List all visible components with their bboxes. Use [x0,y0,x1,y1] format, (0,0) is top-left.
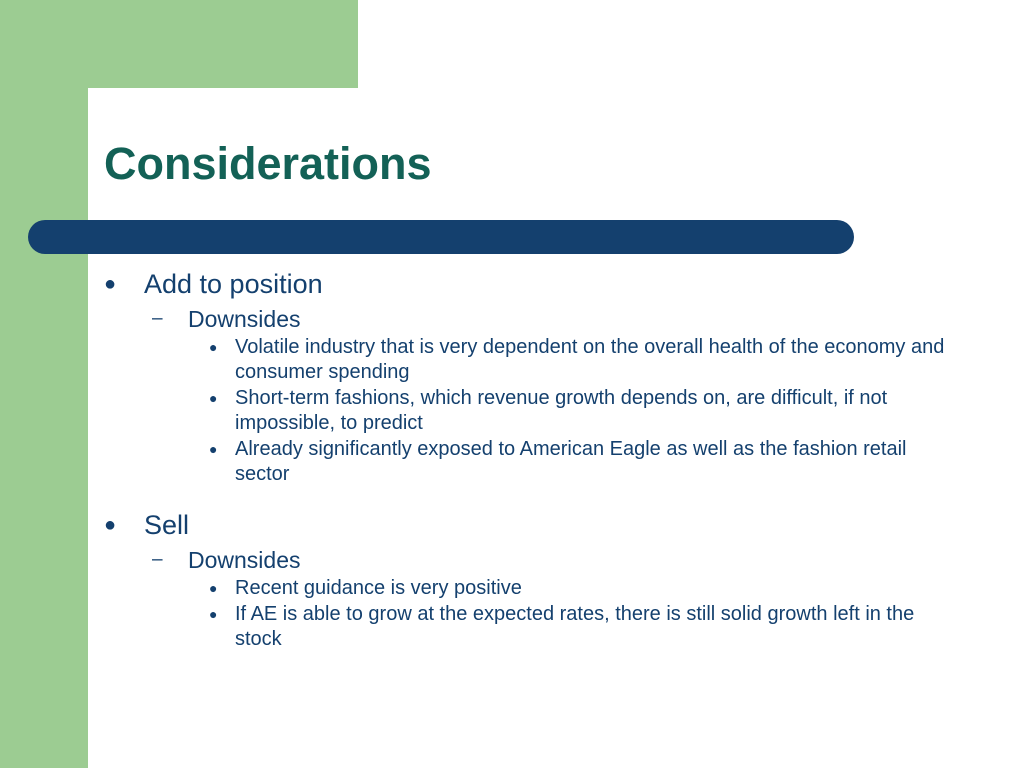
bullet-dot-icon: ● [209,441,218,457]
bullet-level3-text: If AE is able to grow at the expected rates, there is still solid growth left in the stock [235,603,915,650]
bullet-level3 [209,576,984,601]
bullet-level1 [104,509,984,542]
bullet-dash-icon: – [152,308,163,329]
bullet-level3-text: Recent guidance is very positive [235,577,522,599]
bullet-level2-text: Downsides [188,547,301,573]
bullet-level3 [209,602,984,652]
bullet-level1 [104,268,984,301]
slide-body [104,264,984,652]
bullet-dot-icon: ● [104,273,117,295]
bullet-dot-icon: ● [209,606,218,622]
bullet-level1-text: Add to position [144,269,323,299]
bullet-level2 [152,304,984,334]
bullet-dot-icon: ● [209,390,218,406]
bullet-dot-icon: ● [104,514,117,536]
bullet-level2 [152,545,984,575]
bullet-level3-text: Already significantly exposed to American Eagle as well as the fashion retail sector [235,438,907,485]
bullet-level3 [209,386,984,436]
bullet-level2-text: Downsides [188,306,301,332]
title-divider-bar [28,220,854,254]
bullet-dot-icon: ● [209,580,218,596]
bullet-dot-icon: ● [209,339,218,355]
slide-title: Considerations [104,138,432,189]
bullet-level3 [209,335,984,385]
bullet-level3 [209,437,984,487]
bullet-level3-text: Volatile industry that is very dependent on the overall health of the economy and consumer spending [235,336,945,383]
bullet-dash-icon: – [152,549,163,570]
bullet-level1-text: Sell [144,510,190,540]
bullet-level3-text: Short-term fashions, which revenue growth depends on, are difficult, if not impossible, to predict [235,387,888,434]
group-spacer [104,487,984,505]
